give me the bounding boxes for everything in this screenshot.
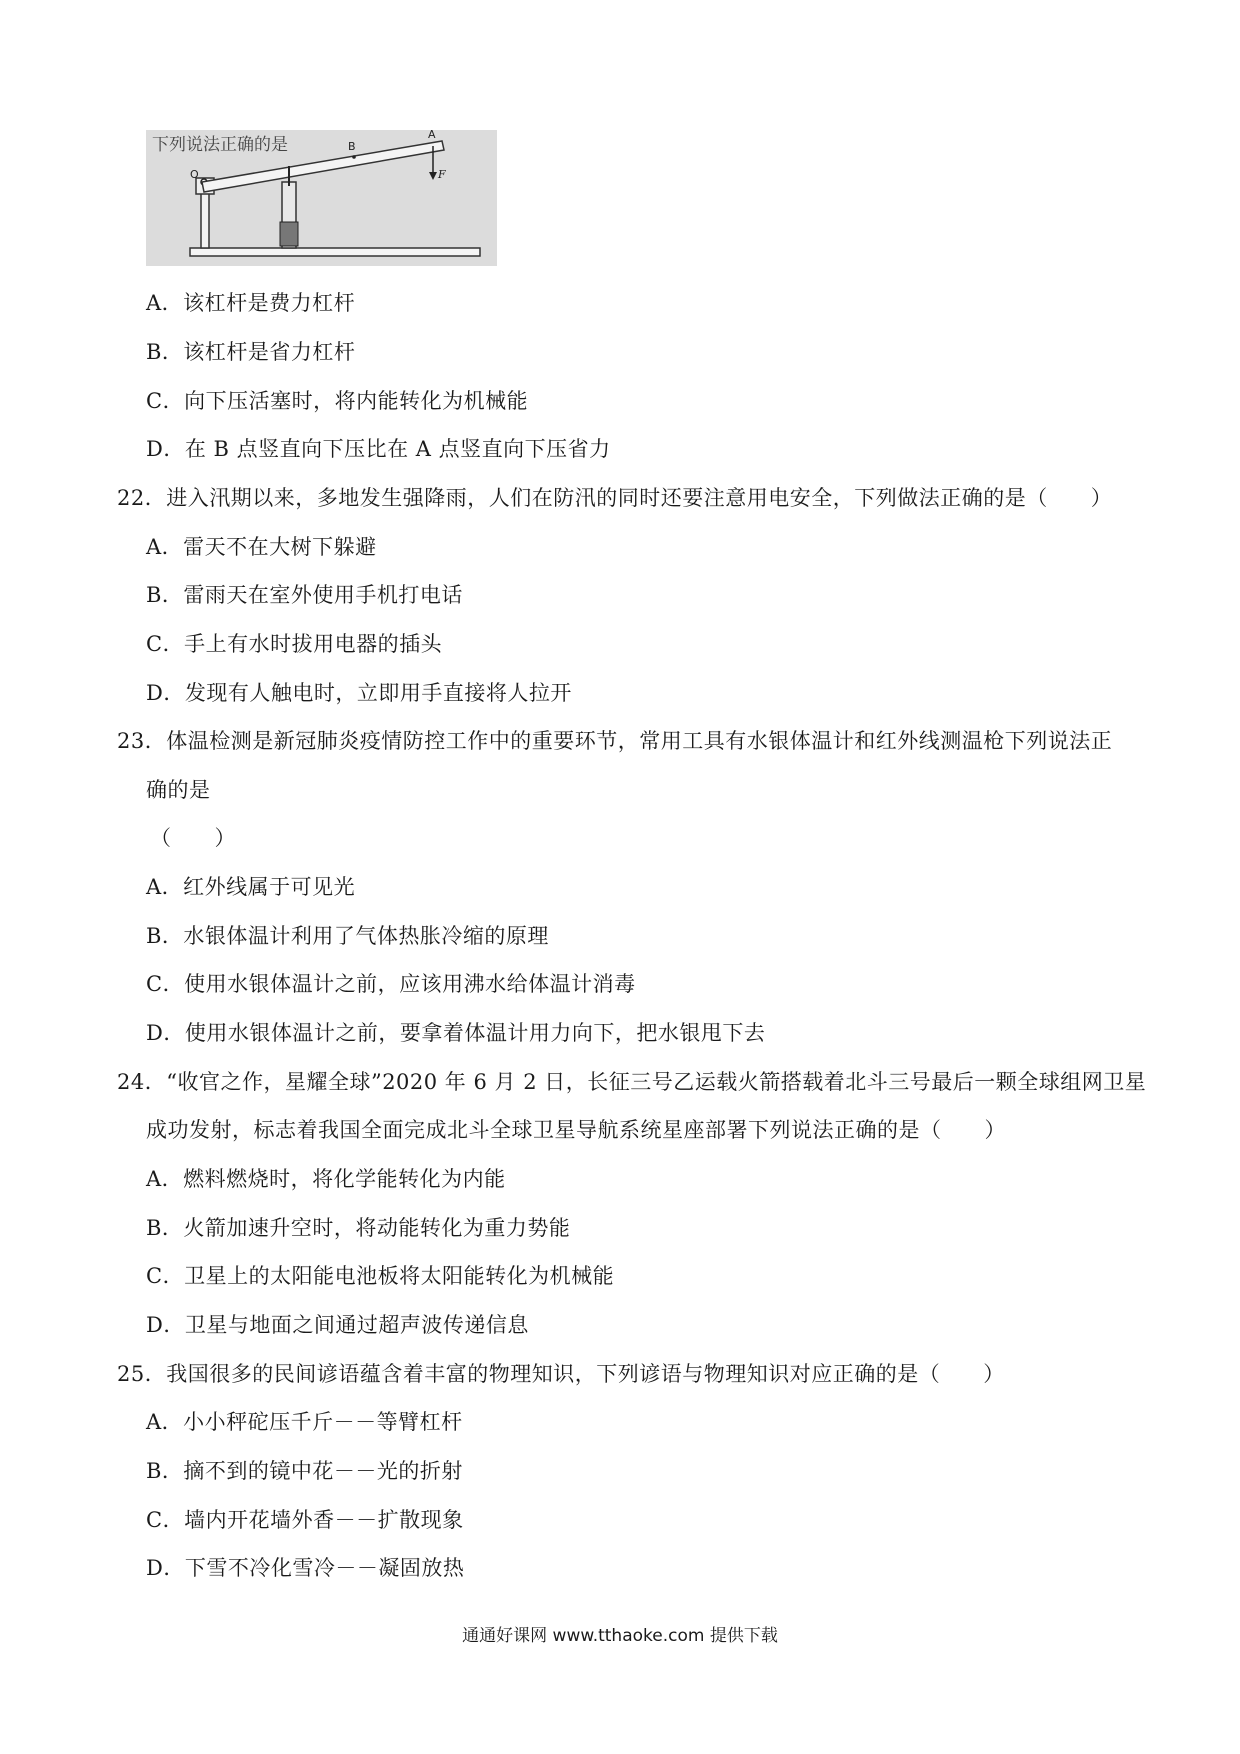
q23-option-d: D．使用水银体温计之前，要拿着体温计用力向下，把水银甩下去 (146, 1021, 766, 1045)
q23-stem: 23．体温检测是新冠肺炎疫情防控工作中的重要环节，常用工具有水银体温计和红外线测温枪下列说法正 (117, 729, 1113, 753)
q23-option-b: B．水银体温计利用了气体热胀冷缩的原理 (146, 924, 549, 948)
label-o: O (190, 168, 199, 181)
q24-option-c: C．卫星上的太阳能电池板将太阳能转化为机械能 (146, 1264, 615, 1288)
q24-option-a: A．燃料燃烧时，将化学能转化为内能 (146, 1167, 506, 1191)
q21-option-b: B．该杠杆是省力杠杆 (146, 340, 356, 364)
q23-option-a: A．红外线属于可见光 (146, 875, 356, 899)
q23-option-c: C．使用水银体温计之前，应该用沸水给体温计消毒 (146, 972, 636, 996)
q25-option-b: B．摘不到的镜中花－－光的折射 (146, 1459, 463, 1483)
q25-option-a: A．小小秤砣压千斤－－等臂杠杆 (146, 1410, 463, 1434)
q22-option-a: A．雷天不在大树下躲避 (146, 535, 377, 559)
q23-answer-blank: （ ） (150, 826, 236, 850)
q23-stem-continued: 确的是 (146, 778, 211, 802)
q24-stem-continued: 成功发射，标志着我国全面完成北斗全球卫星导航系统星座部署下列说法正确的是（ ） (146, 1118, 1006, 1142)
q22-option-c: C．手上有水时拔用电器的插头 (146, 632, 443, 656)
label-b: B (348, 140, 356, 153)
q24-option-d: D．卫星与地面之间通过超声波传递信息 (146, 1313, 529, 1337)
q25-option-c: C．墙内开花墙外香－－扩散现象 (146, 1508, 464, 1532)
q21-option-d: D．在 B 点竖直向下压比在 A 点竖直向下压省力 (146, 437, 611, 461)
figure-caption: 下列说法正确的是 (152, 135, 288, 155)
label-f: F (438, 168, 446, 181)
q22-option-d: D．发现有人触电时，立即用手直接将人拉开 (146, 681, 572, 705)
q21-option-a: A．该杠杆是费力杠杆 (146, 291, 356, 315)
page-footer: 通通好课网 www.tthaoke.com 提供下载 (462, 1626, 778, 1646)
lever-figure (146, 130, 497, 266)
q24-stem: 24．“收官之作，星耀全球”2020 年 6 月 2 日，长征三号乙运载火箭搭载着北斗三号最后一颗全球组网卫星 (117, 1070, 1147, 1094)
q24-option-b: B．火箭加速升空时，将动能转化为重力势能 (146, 1216, 571, 1240)
q22-stem: 22．进入汛期以来，多地发生强降雨，人们在防汛的同时还要注意用电安全，下列做法正确的是（ ） (117, 486, 1113, 510)
q22-option-b: B．雷雨天在室外使用手机打电话 (146, 583, 463, 607)
q21-option-c: C．向下压活塞时，将内能转化为机械能 (146, 389, 529, 413)
q25-stem: 25．我国很多的民间谚语蕴含着丰富的物理知识，下列谚语与物理知识对应正确的是（ ） (117, 1362, 1005, 1386)
label-a: A (428, 130, 436, 141)
q25-option-d: D．下雪不冷化雪冷－－凝固放热 (146, 1556, 465, 1580)
